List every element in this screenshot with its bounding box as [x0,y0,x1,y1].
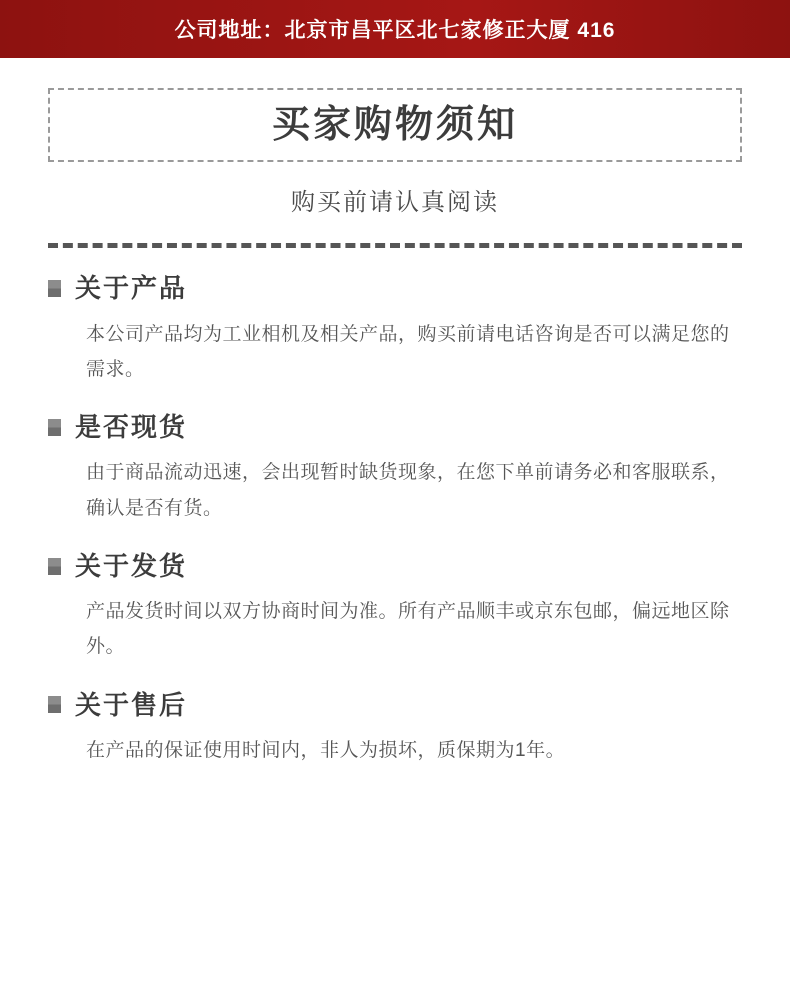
notice-item-aftersales [48,691,742,769]
notice-item-aftersales-body: 在产品的保证使用时间内，非人为损坏，质保期为1年。 [86,740,566,762]
notice-item-shipping [48,552,742,665]
notice-item-stock-title: 是否现货 [75,411,188,442]
notice-item-shipping-body: 产品发货时间以双方协商时间为准。所有产品顺丰或京东包邮，偏远地区除外。 [86,601,730,658]
square-bullet-icon [48,280,61,297]
square-bullet-icon [48,558,61,575]
company-address-bar [0,0,790,58]
square-bullet-icon [48,419,61,436]
notice-item-stock [48,413,742,526]
notice-item-stock-head [48,413,742,442]
notice-item-product-body: 本公司产品均为工业相机及相关产品，购买前请电话咨询是否可以满足您的需求。 [86,323,730,380]
buyer-notice-section [0,88,790,768]
notice-title-box [48,88,742,162]
notice-subtitle: 购买前请认真阅读 [291,189,499,216]
notice-item-product [48,274,742,387]
notice-item-shipping-head [48,552,742,581]
dashed-divider [48,243,742,248]
notice-item-stock-body: 由于商品流动迅速，会出现暂时缺货现象，在您下单前请务必和客服联系，确认是否有货。 [86,462,730,519]
company-address-text: 公司地址：北京市昌平区北七家修正大厦 416 [174,19,616,42]
notice-title: 买家购物须知 [271,104,518,146]
notice-item-aftersales-head [48,691,742,720]
notice-item-shipping-title: 关于发货 [75,550,188,581]
notice-item-product-title: 关于产品 [75,273,188,303]
square-bullet-icon [48,696,61,713]
notice-item-aftersales-title: 关于售后 [75,689,188,720]
notice-item-product-head [48,274,742,303]
